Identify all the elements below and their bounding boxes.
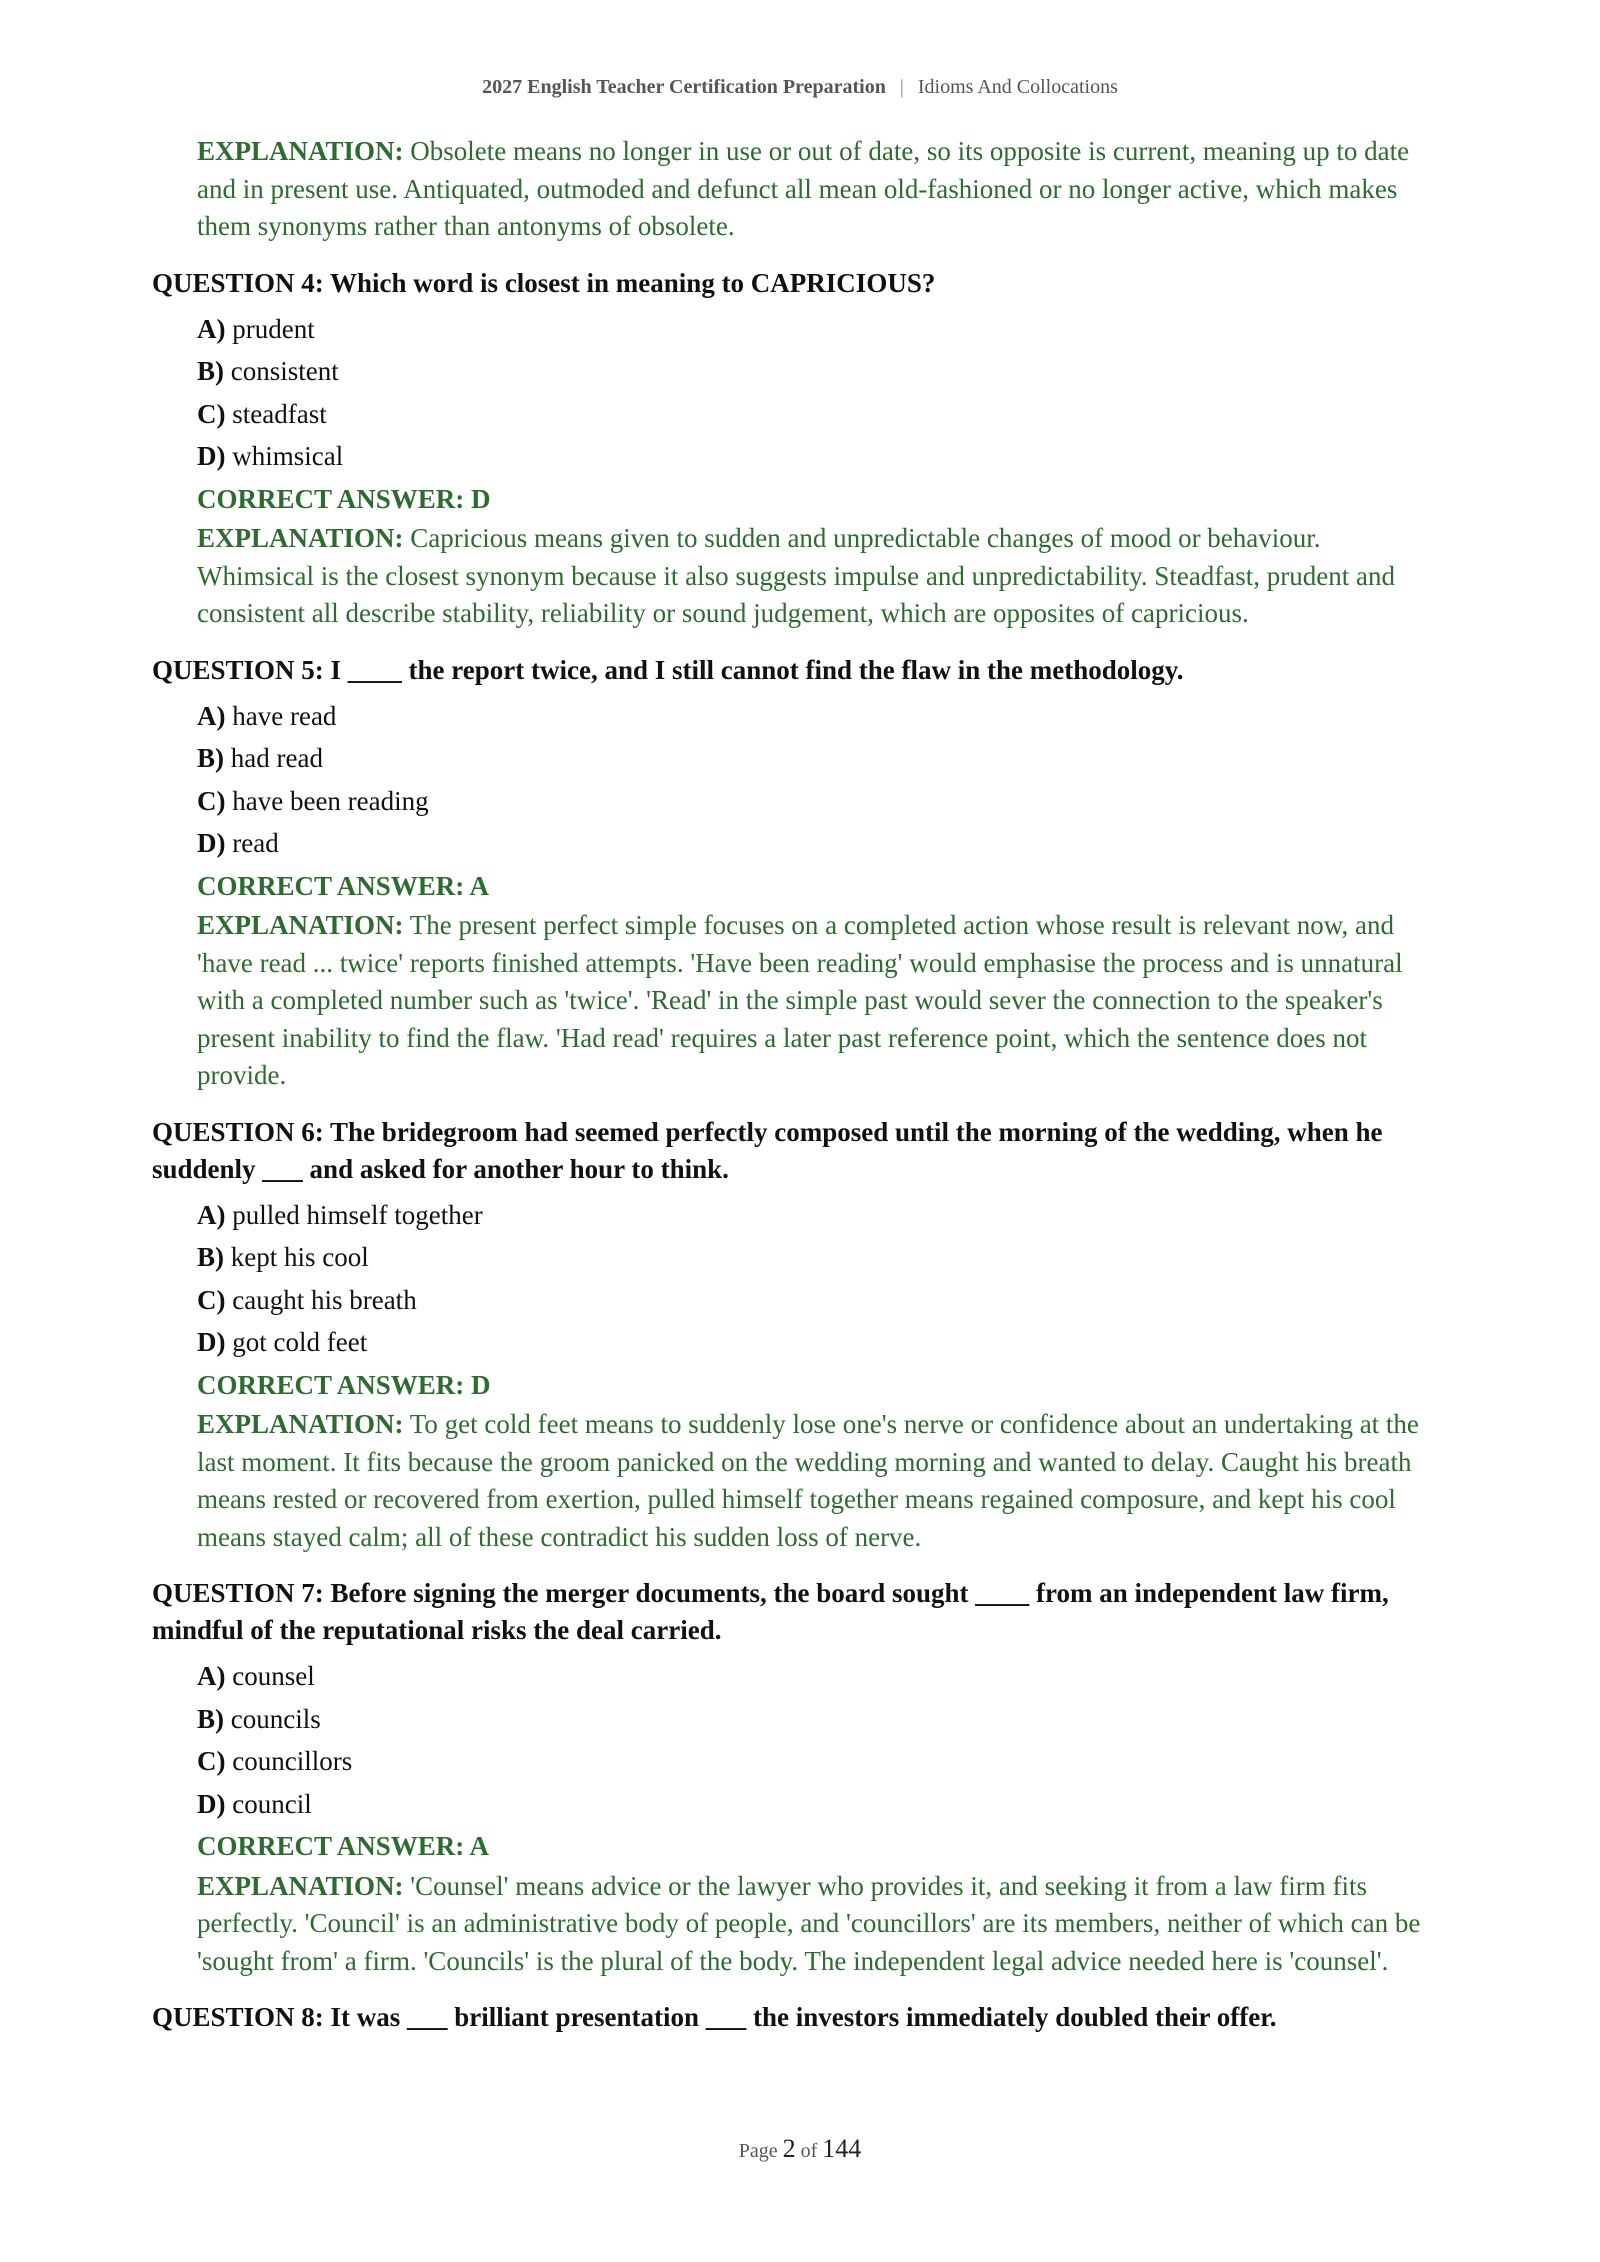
explanation-label: EXPLANATION:	[197, 1409, 404, 1439]
explanation-text: To get cold feet means to suddenly lose one's nerve or confidence about an undertaking at the last moment. It fits because the groom panicked on the wedding morning and wanted to delay. Caught his breath means rested or recovered from exertion, pulled himself together means regained composure, and kept his cool means stayed calm; all of these contradict his sudden loss of nerve.	[197, 1409, 1419, 1552]
option-letter: C)	[197, 1746, 226, 1776]
option-text: counsel	[232, 1661, 315, 1691]
question-4	[152, 265, 1442, 633]
explanation	[197, 1868, 1442, 1981]
page-content	[152, 133, 1442, 2042]
option-letter: D)	[197, 1788, 226, 1819]
option-c	[197, 1279, 1442, 1322]
explanation-label: EXPLANATION:	[197, 1870, 404, 1901]
option-letter: A)	[197, 1661, 226, 1691]
option-letter: D)	[197, 1327, 226, 1357]
option-letter: C)	[197, 1284, 226, 1315]
option-d	[197, 435, 1442, 478]
option-b	[197, 737, 1442, 780]
page-header	[0, 76, 1600, 99]
section-title: Idioms And Collocations	[917, 76, 1118, 98]
page-footer	[0, 2134, 1600, 2164]
explanation	[197, 907, 1442, 1095]
explanation-label: EXPLANATION:	[197, 136, 404, 166]
option-text: councils	[230, 1703, 321, 1734]
option-a	[197, 1655, 1442, 1698]
option-letter: B)	[197, 743, 224, 773]
option-letter: B)	[197, 1703, 224, 1734]
option-letter: B)	[197, 1242, 224, 1272]
option-text: had read	[230, 743, 323, 773]
option-b	[197, 1236, 1442, 1279]
option-a	[197, 308, 1442, 351]
option-a	[197, 1194, 1442, 1237]
option-letter: C)	[197, 398, 226, 429]
question-text: QUESTION 7: Before signing the merger documents, the board sought ____ from an independent law firm, mindful of the reputational risks the deal carried.	[152, 1578, 1389, 1645]
page-number: 2	[782, 2134, 796, 2163]
option-text: read	[232, 828, 279, 858]
question-5	[152, 652, 1442, 1095]
option-c	[197, 1740, 1442, 1783]
option-letter: D)	[197, 828, 226, 858]
option-letter: A)	[197, 313, 226, 344]
option-text: have been reading	[232, 785, 429, 816]
of-word: of	[800, 2140, 818, 2162]
explanation	[197, 1406, 1442, 1556]
explanation-text: 'Counsel' means advice or the lawyer who provides it, and seeking it from a law firm fits perfectly. 'Council' is an administrative body of people, and 'councillors' are its members, neither of which can be 'sought from' a firm. 'Councils' is the plural of the body. The independent legal advice needed here is 'counsel'.	[197, 1870, 1421, 1976]
question-7	[152, 1575, 1442, 1980]
explanation-text: Obsolete means no longer in use or out of date, so its opposite is current, meaning up to date and in present use. Antiquated, outmoded and defunct all mean old-fashioned or no longer active, which makes them synonyms rather than antonyms of obsolete.	[197, 136, 1410, 241]
option-d	[197, 1321, 1442, 1364]
header-separator: |	[899, 76, 904, 98]
option-text: whimsical	[232, 441, 344, 471]
option-letter: C)	[197, 785, 226, 816]
option-b	[197, 350, 1442, 393]
option-b	[197, 1698, 1442, 1741]
option-d	[197, 822, 1442, 865]
explanation-text: The present perfect simple focuses on a completed action whose result is relevant now, and 'have read ... twice' reports finished attempts. 'Have been reading' would emphasise the process and is unnatural with a completed number such as 'twice'. 'Read' in the simple past would sever the connection to the speaker's present inability to find the flaw. 'Had read' requires a later past reference point, which the sentence does not provide.	[197, 910, 1403, 1090]
option-c	[197, 393, 1442, 436]
option-text: council	[232, 1788, 312, 1819]
option-d	[197, 1783, 1442, 1826]
document-title: 2027 English Teacher Certification Preparation	[482, 76, 886, 98]
question-6	[152, 1114, 1442, 1557]
correct-answer: CORRECT ANSWER: D	[197, 483, 491, 514]
option-text: prudent	[232, 313, 315, 344]
total-pages: 144	[822, 2134, 862, 2163]
option-text: got cold feet	[232, 1327, 368, 1357]
explanation	[197, 520, 1442, 633]
question-text: QUESTION 6: The bridegroom had seemed perfectly composed until the morning of the wedding, when he suddenly ___ and asked for another hour to think.	[152, 1116, 1383, 1184]
option-text: caught his breath	[232, 1284, 417, 1315]
option-letter: D)	[197, 441, 226, 471]
option-c	[197, 780, 1442, 823]
correct-answer: CORRECT ANSWER: A	[197, 870, 490, 901]
correct-answer: CORRECT ANSWER: A	[197, 1831, 490, 1861]
option-text: have read	[232, 700, 337, 731]
option-text: kept his cool	[230, 1242, 369, 1272]
option-letter: A)	[197, 1199, 226, 1230]
option-text: pulled himself together	[232, 1199, 483, 1230]
option-text: consistent	[230, 356, 339, 386]
option-letter: A)	[197, 700, 226, 731]
question-text: QUESTION 4: Which word is closest in meaning to CAPRICIOUS?	[152, 267, 936, 298]
option-text: steadfast	[232, 398, 327, 429]
question-text: QUESTION 5: I ____ the report twice, and I still cannot find the flaw in the methodology.	[152, 654, 1184, 685]
correct-answer: CORRECT ANSWER: D	[197, 1369, 491, 1400]
explanation-label: EXPLANATION:	[197, 523, 404, 553]
option-letter: B)	[197, 356, 224, 386]
explanation-label: EXPLANATION:	[197, 910, 404, 940]
question-8	[152, 1999, 1442, 2036]
option-a	[197, 695, 1442, 738]
explanation-text: Capricious means given to sudden and unpredictable changes of mood or behaviour. Whimsical is the closest synonym because it also suggests impulse and unpredictability. Steadfast, prudent and consistent all describe stability, reliability or sound judgement, which are opposites of capricious.	[197, 523, 1396, 628]
option-text: councillors	[232, 1746, 353, 1776]
question-text: QUESTION 8: It was ___ brilliant presentation ___ the investors immediately doubled their offer.	[152, 2002, 1277, 2032]
intro-explanation	[197, 133, 1442, 246]
page-word: Page	[738, 2140, 778, 2162]
